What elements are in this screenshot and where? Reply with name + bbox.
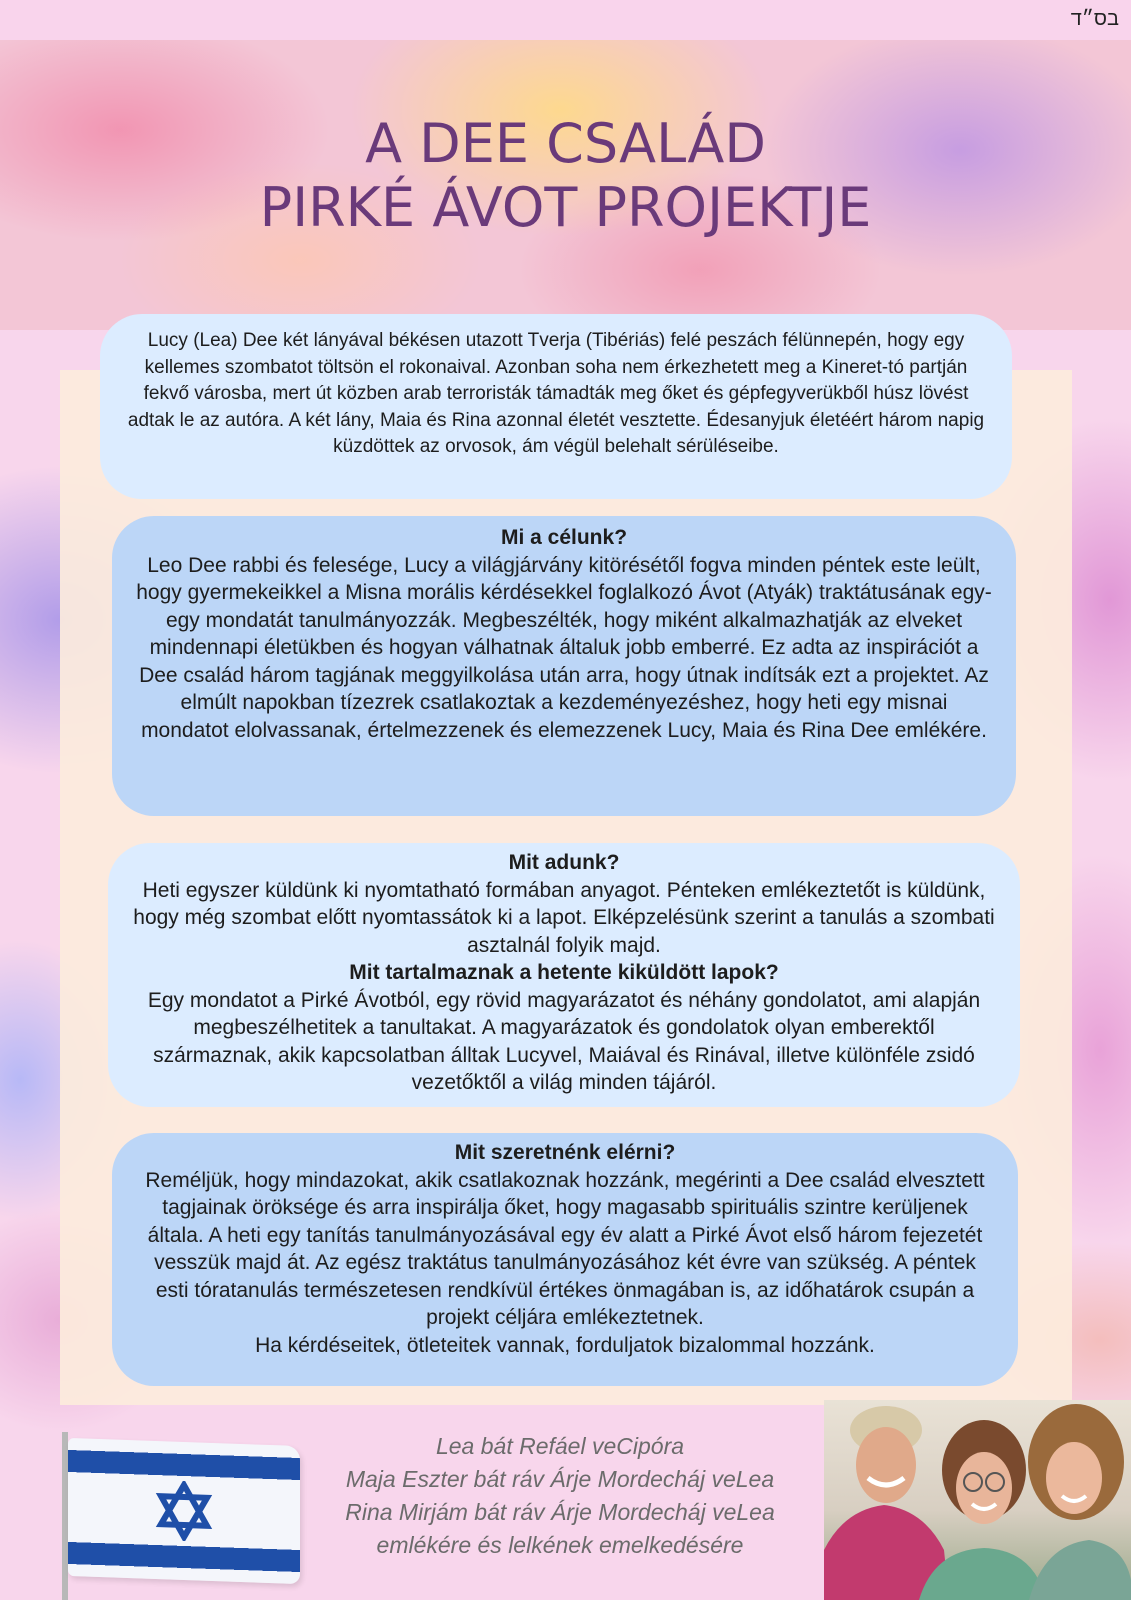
goal-card	[112, 516, 1016, 816]
hebrew-blessing-mark: בס״ד	[1070, 8, 1119, 30]
star-of-david-icon	[154, 1480, 214, 1542]
achieve-text: Reméljük, hogy mindazokat, akik csatlakoznak hozzánk, megérinti a Dee család elvesztett tagjainak öröksége és arra inspirálja őket, hogy magasabb spirituális szintre kerüljenek általa. A heti egy tanítás tanulmányozásával egy év alatt a Pirké Ávot első három fejezetét vesszük majd át. Az egész traktátus tanulmányozásához két évre van szükség. A péntek esti tóratanulás természetesen rendkívül értékes önmagában is, az időhatárok csupán a projekt céljára emlékeztetnek.	[145, 1168, 985, 1329]
contact-text: Ha kérdéseitek, ötleteitek vannak, forduljatok bizalommal hozzánk.	[255, 1333, 875, 1357]
intro-text: Lucy (Lea) Dee két lányával békésen utazott Tverja (Tibériás) felé peszách félünnepén, hogy egy kellemes szombatot töltsön el rokonaival. Azonban soha nem érkezhetett meg a Kineret-tó partján fekvő városba, mert út közben arab terroristák támadták meg őket és gépfegyverükből húsz lövést adtak le az autóra. A két lány, Maia és Rina azonnal életét vesztette. Édesanyjuk életéért három napig küzdöttek az orvosok, ám végül belehalt sérüléseibe.	[127, 330, 985, 457]
goal-text: Leo Dee rabbi és felesége, Lucy a világjárvány kitörésétől fogva minden péntek este leült, hogy gyermekeikkel a Misna morális kérdésekkel foglalkozó Ávot (Atyák) traktátusának egy-egy mondatát tanulmányozzák. Megbeszélték, hogy miként alkalmazhatják az elveket mindennapi életükben és hogyan válhatnak általuk jobb emberré. Ez adta az inspirációt a Dee család három tagjának meggyilkolása után arra, hogy útnak indítsák ezt a projektet. Az elmúlt napokban tízezrek csatlakoztak a kezdeményezéshez, hogy heti egy misnai mondatot elolvassanak, értelmezzenek és elemezzenek Lucy, Maia és Rina Dee emlékére.	[136, 553, 992, 742]
give-text: Heti egyszer küldünk ki nyomtatható formában anyagot. Pénteken emlékeztetőt is küldünk, hogy még szombat előtt nyomtassátok ki a lapot. Elképzelésünk szerint a tanulás a szombati asztalnál folyik majd.	[133, 878, 995, 957]
give-card	[108, 843, 1020, 1107]
memorial-line: Lea bát Refáel veCipóra	[435, 1433, 685, 1459]
sheets-heading: Mit tartalmaznak a hetente kiküldött lapok?	[349, 961, 779, 984]
memorial-dedication	[290, 1430, 830, 1562]
memorial-line: Maja Eszter bát ráv Árje Mordecháj veLea	[345, 1466, 775, 1492]
memorial-line: Rina Mirjám bát ráv Árje Mordecháj veLea	[345, 1499, 775, 1525]
title-line-1: A DEE CSALÁD	[365, 112, 766, 175]
title-line-2: PIRKÉ ÁVOT PROJEKTJE	[259, 176, 872, 239]
goal-heading: Mi a célunk?	[500, 526, 628, 549]
family-photo-illustration	[824, 1400, 1131, 1600]
sheets-text: Egy mondatot a Pirké Ávotból, egy rövid magyarázatot és néhány gondolatot, ami alapján megbeszélhetitek a tanultakat. A magyarázatok és gondolatok olyan emberektől származnak, akik kapcsolatban álltak Lucyvel, Maiával és Rinával, illetve különféle zsidó vezetőktől a világ minden tájáról.	[147, 988, 981, 1094]
top-strip	[0, 0, 1131, 40]
page-title	[0, 112, 1131, 240]
give-heading: Mit adunk?	[508, 851, 620, 874]
memorial-line: emlékére és lelkének emelkedésére	[376, 1532, 744, 1558]
achieve-card	[112, 1133, 1018, 1386]
family-photo	[824, 1400, 1131, 1600]
intro-card	[100, 314, 1012, 499]
achieve-heading: Mit szeretnénk elérni?	[454, 1141, 676, 1164]
israel-flag-icon	[68, 1438, 300, 1584]
